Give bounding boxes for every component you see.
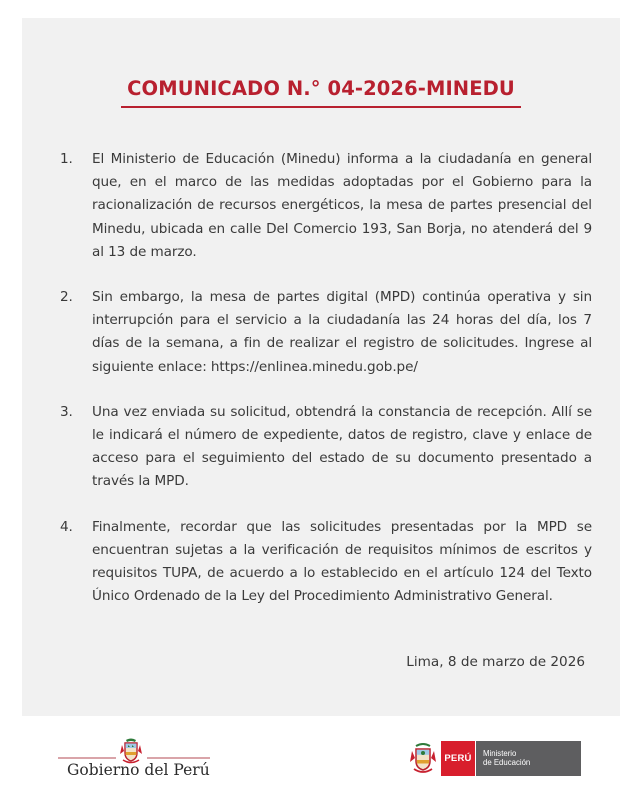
divider-line-right [147, 757, 210, 759]
communique-card [22, 18, 620, 716]
peru-label-box [441, 741, 475, 776]
ministry-line-1: Ministerio [483, 749, 517, 758]
item-text: El Ministerio de Educación (Minedu) informa a la ciudadanía en general que, en el marco de las medidas adoptadas por el Gobierno para la racionalización de recursos energéticos, la mesa de partes presencial del Minedu, ubicada en calle Del Comercio 193, San Borja, no atenderá del 9 al 13 de marzo. [92, 151, 592, 260]
list-item [52, 516, 592, 609]
item-text: Sin embargo, la mesa de partes digital (MPD) continúa operativa y sin interrupción para el servicio a la ciudadanía las 24 horas del día, los 7 días de la semana, a fin de realizar el registro de solicitudes. Ingrese al siguiente enlace: https://enlinea.minedu.gob.pe/ [92, 289, 592, 375]
minedu-logo [408, 740, 583, 778]
list-item [52, 401, 592, 494]
gobierno-text: Gobierno del Perú [67, 761, 210, 779]
item-number: 2. [60, 289, 73, 306]
item-number: 1. [60, 151, 73, 167]
date-line: Lima, 8 de marzo de 2026 [406, 654, 585, 670]
ministry-line-2: de Educación [483, 758, 531, 767]
communique-title: COMUNICADO N.° 04-2026-MINEDU [121, 76, 521, 108]
item-text: Finalmente, recordar que las solicitudes presentadas por la MPD se encuentran sujetas a la verificación de requisitos mínimos de escritos y requisitos TUPA, de acuerdo a lo establecido en el artículo 124 del Texto Único Ordenado de la Ley del Procedimiento Administrativo General. [92, 518, 592, 605]
divider-line-left [58, 757, 116, 759]
item-number: 3. [60, 403, 73, 420]
peru-label: PERÚ [444, 753, 472, 764]
gobierno-del-peru-logo [55, 738, 215, 788]
item-number: 4. [60, 518, 73, 535]
item-text: Una vez enviada su solicitud, obtendrá la constancia de recepción. Allí se le indicará el número de expediente, datos de registro, clave y enlace de acceso para el seguimiento del estado de su documento presentado a través la MPD. [92, 403, 592, 490]
title-wrapper [22, 76, 620, 108]
coat-of-arms-icon [410, 742, 436, 774]
communique-items [52, 148, 592, 630]
list-item [52, 286, 592, 379]
ministry-label-box [476, 741, 581, 776]
list-item [52, 148, 592, 264]
